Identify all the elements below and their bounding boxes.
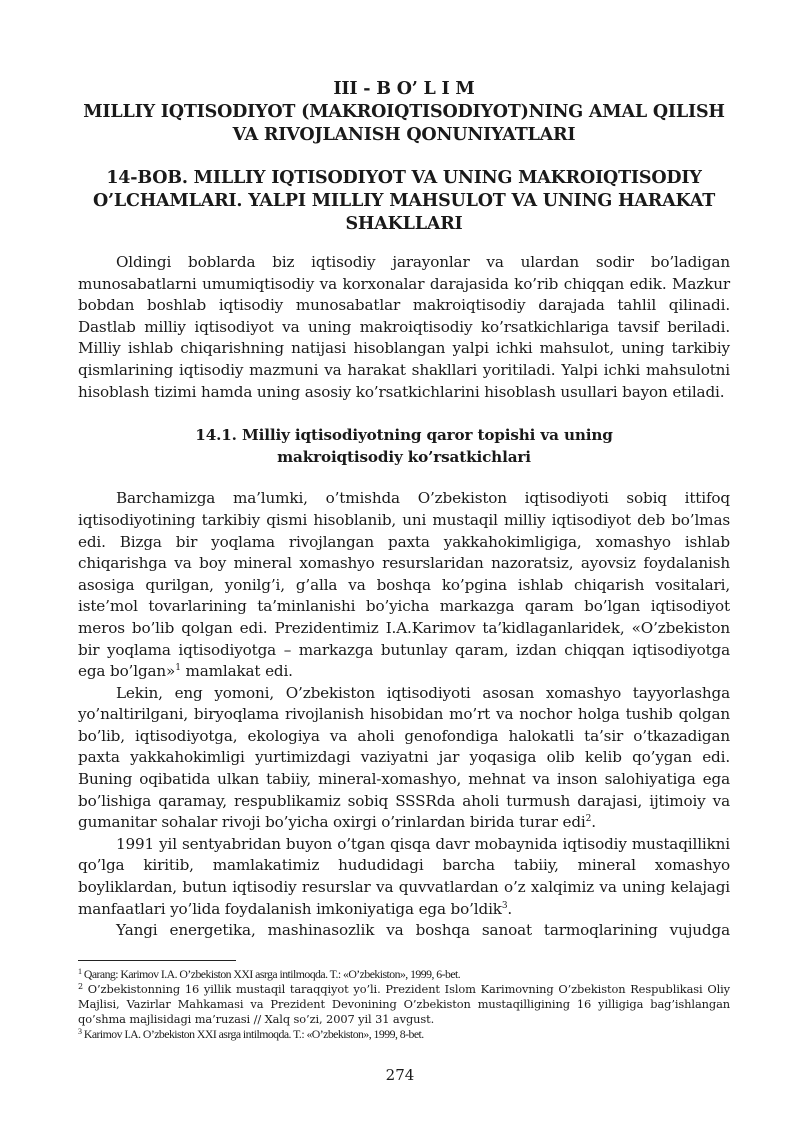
section-title-line-2: makroiqtisodiy ko’rsatkichlari [277, 447, 531, 466]
section-heading [78, 425, 730, 468]
footnote-1-mark: 1 [78, 966, 82, 976]
footnote-1 [78, 967, 730, 982]
paragraph-3-tail: . [507, 899, 513, 918]
part-heading [78, 78, 730, 147]
intro-block [78, 252, 730, 403]
chapter-title: 14-BOB. MILLIY IQTISODIYOT VA UNING MAKROIQTISODIY O’LCHAMLARI. YALPI MILLIY MAHSULOT VA UNING HARAKAT SHAKLLARI [92, 168, 716, 234]
footnote-2-text: O’zbekistonning 16 yillik mustaqil taraqqiyot yo’li. Prezident Islom Karimovning O’zbekiston Respublikasi Oliy Majlisi, Vazirlar Mahkamasi va Prezident Devonining O’zbekiston mustaqilligining 16 yilligiga bag’ishlangan qo’shma majlisidagi ma’ruzasi // Xalq so’zi, 2007 yil 31 avgust. [78, 981, 730, 1026]
paragraph-1-tail: mamlakat edi. [180, 662, 293, 681]
paragraph-2 [78, 683, 730, 834]
paragraph-4: Yangi energetika, mashinasozlik va boshqa sanoat tarmoqlarining vujudga [116, 921, 730, 940]
footnote-3 [78, 1027, 730, 1042]
footnotes [78, 967, 730, 1042]
footnote-2 [78, 982, 730, 1027]
paragraph-2-text: Lekin, eng yomoni, O’zbekiston iqtisodiyoti asosan xomashyo tayyorlashga yo’naltirilgani, biryoqlama rivojlanish hisobidan mo’rt va nochor holga tushib qolgan bo’lib, iqtisodiyotga, ekologiya va aholi genofondiga halokatli ta’sir o’tkazadigan paxta yakkahokimligi yurtimizdagi vaziyatni jar yoqasiga olib kelib qo’ygan edi. Buning oqibatida ulkan tabiiy, mineral-xomashyo, mehnat va inson salohiyatiga ega bo’lishiga qaramay, respublikamiz sobiq SSSRda aholi turmush darajasi, ijtimoiy va gumanitar sohalar rivoji bo’yicha oxirgi o’rinlardan birida turar edi [78, 683, 730, 832]
paragraph-2-tail: . [591, 813, 596, 832]
footnote-divider [78, 960, 236, 961]
footnote-1-text: Qarang: Karimov I.A. O’zbekiston XXI asrga intilmoqda. T.: «O’zbekiston», 1999, 6-bet. [81, 966, 461, 981]
page-number: 274 [385, 1066, 415, 1084]
footnote-3-mark: 3 [78, 1026, 82, 1036]
intro-paragraph: Oldingi boblarda biz iqtisodiy jarayonlar va ulardan sodir bo’ladigan munosabatlarni umumiqtisodiy va korxonalar darajasida ko’rib chiqqan edik. Mazkur bobdan boshlab iqtisodiy munosabatlar makroiqtisodiy darajada tahlil qilinadi. Dastlab milliy iqtisodiyot va uning makroiqtisodiy ko’rsatkichlariga tavsif beriladi. Milliy ishlab chiqarishning natijasi hisoblangan yalpi ichki mahsulot, uning tarkibiy qismlarining iqtisodiy mazmuni va harakat shakllari yoritiladi. Yalpi ichki mahsulotni hisoblash tizimi hamda uning asosiy ko’rsatkichlarini hisoblash usullari bayon etiladi. [78, 253, 730, 401]
section-title-line-1: 14.1. Milliy iqtisodiyotning qaror topishi va uning [195, 426, 613, 445]
paragraph-3-text: 1991 yil sentyabridan buyon o’tgan qisqa davr mobaynida iqtisodiy mustaqillikni qo’lga kiritib, mamlakatimiz hududidagi barcha tabiiy, mineral xomashyo boyliklardan, butun iqtisodiy resurslar va quvvatlardan o’z xalqimiz va uning kelajagi manfaatlari yo’lida foydalanish imkoniyatiga ega bo’ldik [78, 834, 730, 918]
paragraph-1 [78, 488, 730, 682]
part-label: III - B O’ L I M [333, 79, 475, 99]
footnote-3-text: Karimov I.A. O’zbekiston XXI asrga intilmoqda. T.: «O’zbekiston», 1999, 8-bet. [81, 1026, 424, 1041]
part-title: MILLIY IQTISODIYOT (MAKROIQTISODIYOT)NING AMAL QILISH VA RIVOJLANISH QONUNIYATLARI [83, 102, 725, 145]
paragraph-3 [78, 834, 730, 920]
paragraph-1-text: Barchamizga ma’lumki, o’tmishda O’zbekiston iqtisodiyoti sobiq ittifoq iqtisodiyotining tarkibiy qismi hisoblanib, uni mustaqil milliy iqtisodiyot deb bo’lmas edi. Bizga bir yoqlama rivojlangan paxta yakkahokimligiga, xomashyo ishlab chiqarishga va boy mineral xomashyo resurslaridan nazoratsiz, ayovsiz foydalanish asosiga qurilgan, yonilg’i, g’alla va boshqa ko’pgina ishlab chiqarish vositalari, iste’mol tovarlarining ta’minlanishi bo’yicha markazga qaram bo’lgan iqtisodiyot meros bo’lib qolgan edi. Prezidentimiz I.A.Karimov ta’kidlaganlaridek, «O’zbekiston bir yoqlama iqtisodiyotga – markazga butunlay qaram, izdan chiqqan iqtisodiyotga ega bo’lgan» [78, 489, 730, 681]
footnote-2-mark: 2 [78, 981, 83, 991]
footnote-ref-2: 2 [585, 814, 592, 825]
footnote-ref-3: 3 [501, 900, 508, 911]
section-body [78, 488, 730, 941]
footnote-ref-1: 1 [175, 663, 181, 674]
